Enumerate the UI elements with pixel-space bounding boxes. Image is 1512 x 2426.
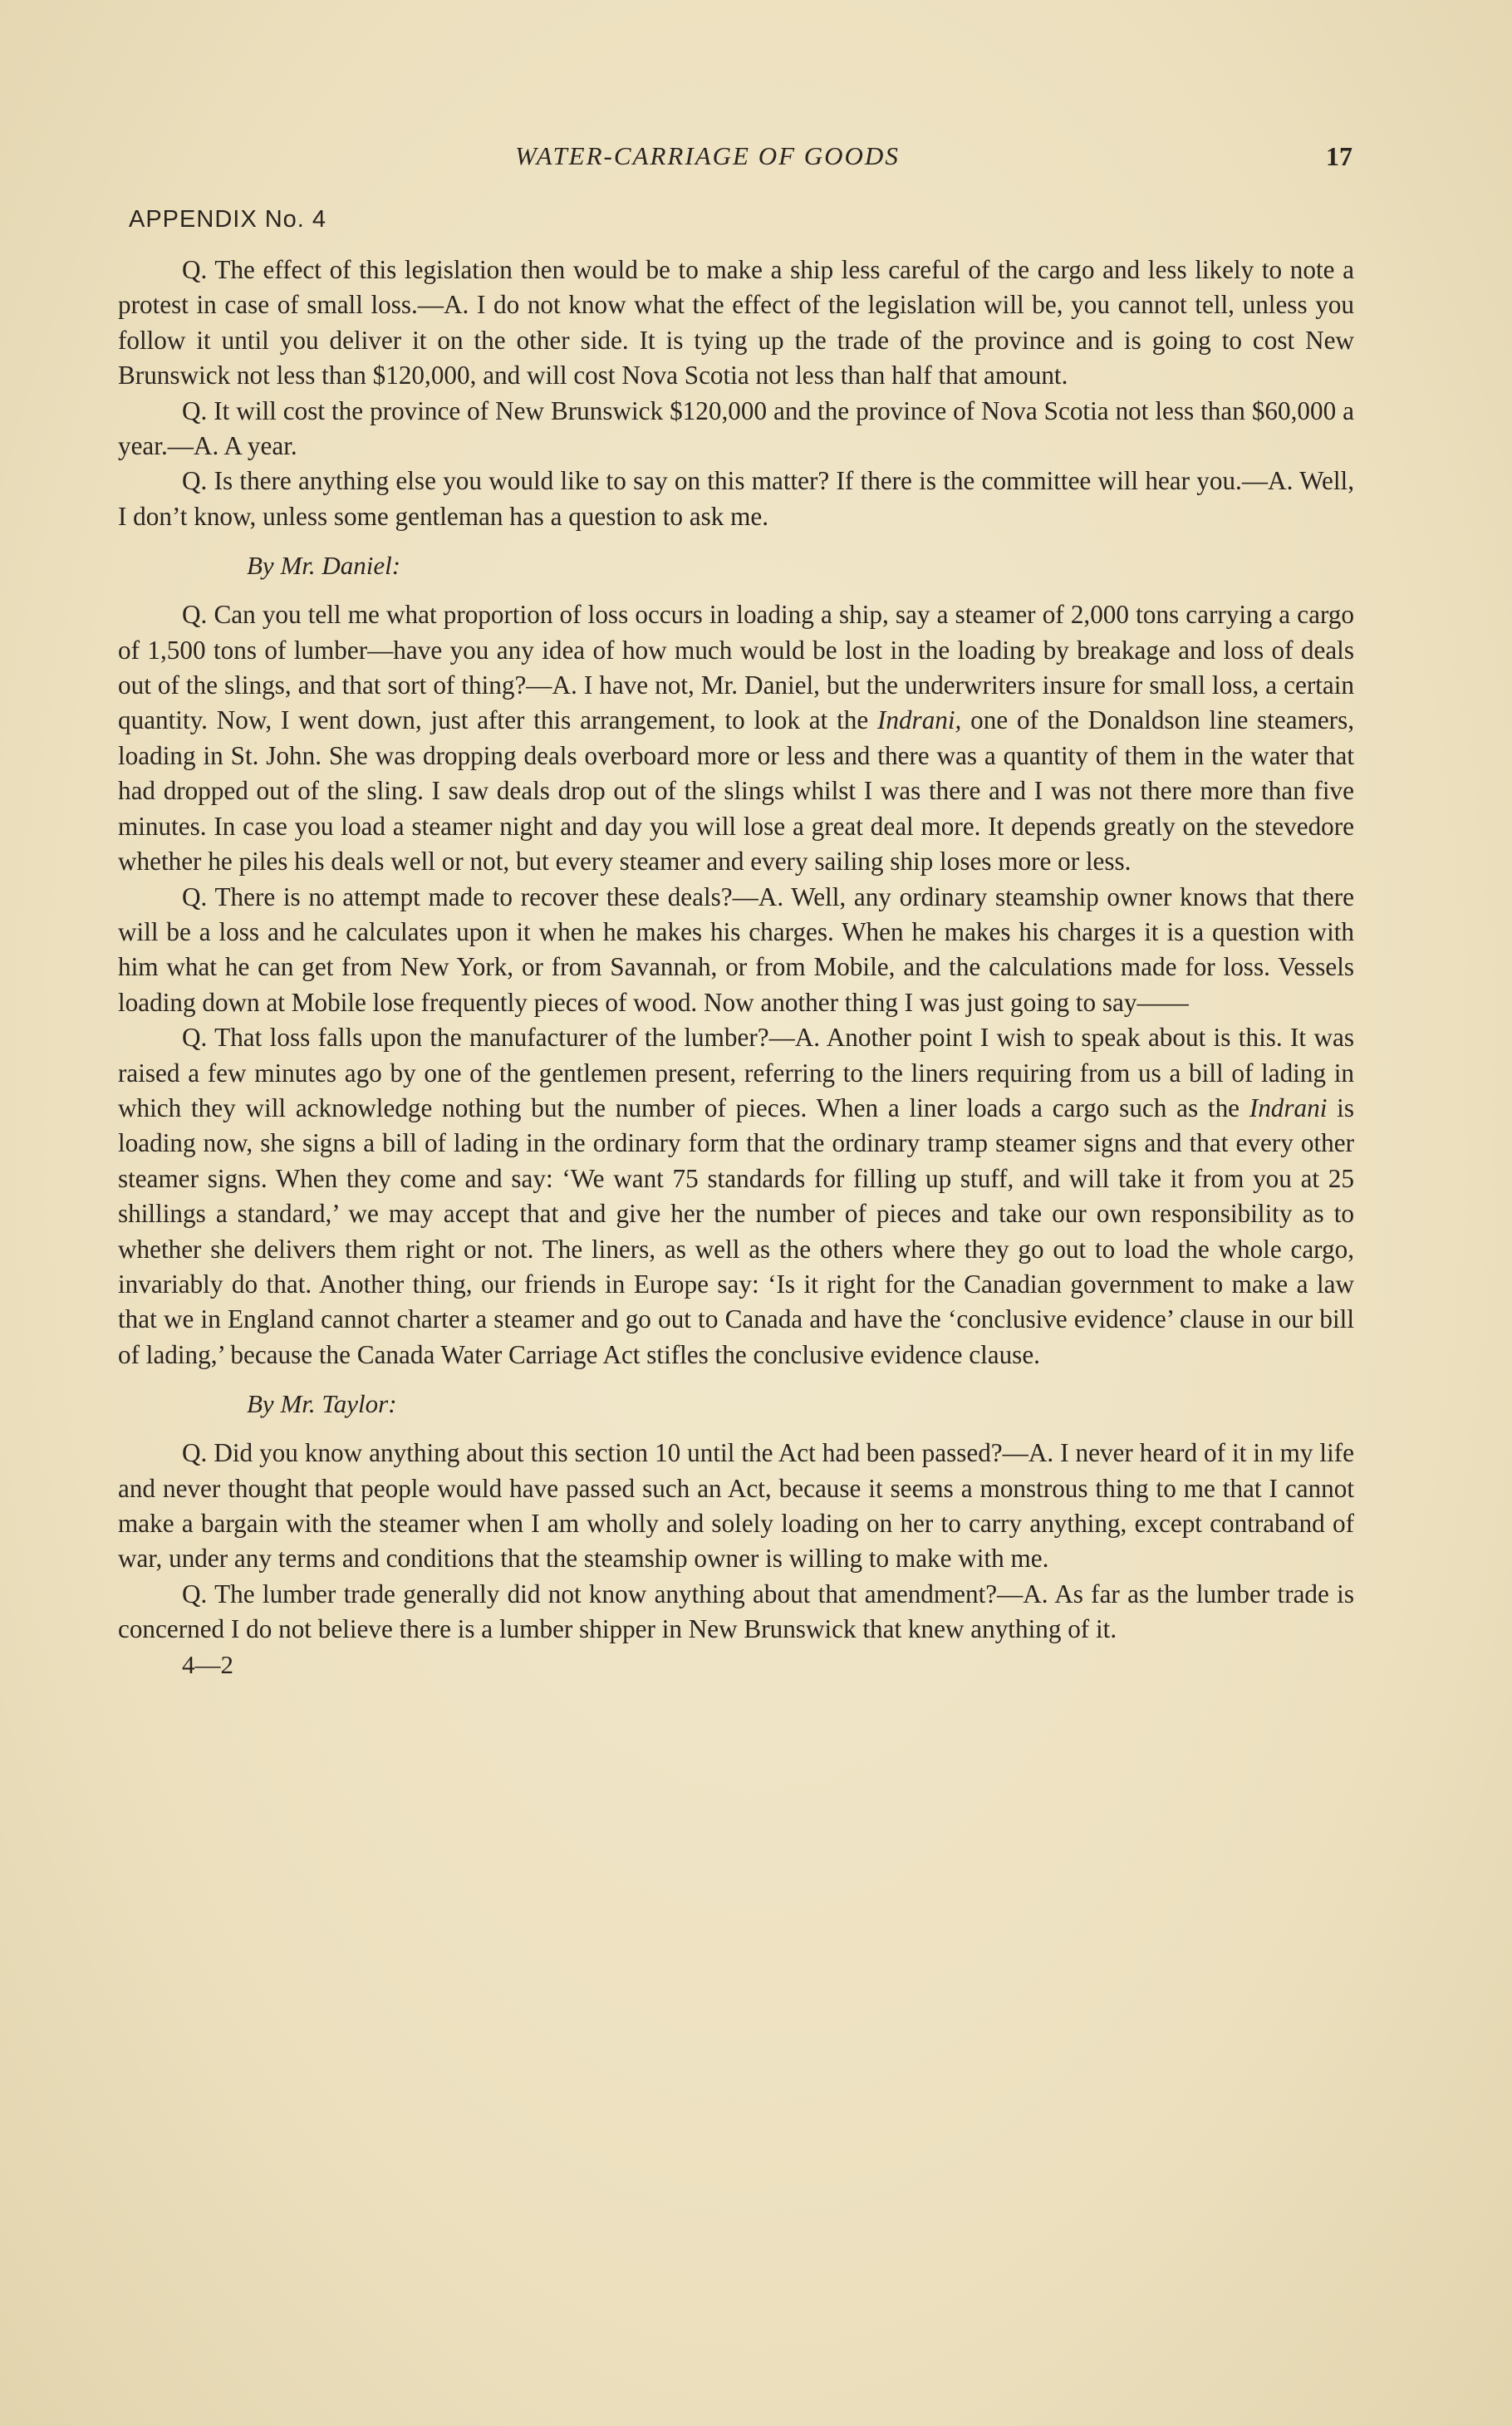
paragraph-6-part-b: is loading now, she signs a bill of lading in the ordinary form that the ordinary tramp steamer signs and that every other steamer signs. When they come and say: ‘We want 75 standards for filling up stuff, and will take it from you at 25 shillings a standard,’ we may accept that and give her the number of pieces and take our own responsibility as to whether she delivers them right or not. The liners, as well as the others where they go out to load the whole cargo, invariably do that. Another thing, our friends in Europe say: ‘Is it right for the Canadian government to make a law that we in England cannot charter a steamer and go out to Canada and have the ‘conclusive evidence’ clause in our bill of lading,’ because the Canada Water Carriage Act stifles the conclusive evidence clause. — [118, 1093, 1354, 1369]
body-text — [118, 253, 1354, 1682]
ship-name-italic: Indrani — [1249, 1093, 1328, 1122]
appendix-label: APPENDIX No. 4 — [129, 206, 327, 233]
paragraph-3: Q. Is there anything else you would like to say on this matter? If there is the committee will hear you.—A. Well, I don’t know, unless some gentleman has a question to ask me. — [118, 466, 1354, 531]
paragraph-4-part-b: one of the Donaldson line steamers, loading in St. John. She was dropping deals overboard more or less and there was a quantity of them in the water that had dropped out of the sling. I saw deals drop out of the slings whilst I was there and I was not there more than five minutes. In case you load a steamer night and day you will lose a great deal more. It depends greatly on the stevedore whether he piles his deals well or not, but every steamer and every sailing ship loses more or less. — [118, 705, 1355, 877]
paragraph-8: Q. The lumber trade generally did not know anything about that amendment?—A. As far as the lumber trade is concerned I do not believe there is a lumber shipper in New Brunswick that knew anything of it. — [118, 1579, 1354, 1644]
paragraph-6-part-a: Q. That loss falls upon the manufacturer of the lumber?—A. Another point I wish to speak about is this. It was raised a few minutes ago by one of the gentlemen present, referring to the liners requiring from us a bill of lading in which they will acknowledge nothing but the number of pieces. When a liner loads a cargo such as the — [118, 1023, 1354, 1122]
running-title: WATER-CARRIAGE OF GOODS — [515, 141, 900, 170]
speaker-heading-taylor: By Mr. Taylor: — [247, 1389, 397, 1419]
paragraph-4 — [118, 597, 1354, 879]
paragraph-1: Q. The effect of this legislation then would be to make a ship less careful of the cargo and less likely to note a protest in case of small loss.—A. I do not know what the effect of the legislation will be, you cannot tell, unless you follow it until you deliver it on the other side. It is tying up the trade of the province and is going to cost New Brunswick not less than $120,000, and will cost Nova Scotia not less than half that amount. — [118, 255, 1354, 390]
page-number: 17 — [1326, 141, 1352, 171]
paragraph-2: Q. It will cost the province of New Brunswick $120,000 and the province of Nova Scotia not less than $60,000 a year.—A. A year. — [118, 395, 1354, 461]
paragraph-7: Q. Did you know anything about this section 10 until the Act had been passed?—A. I never heard of it in my life and never thought that people would have passed such an Act, because it seems a monstrous thing to me that I cannot make a bargain with the steamer when I am wholly and solely loading on her to carry anything, except contraband of war, under any terms and conditions that the steamship owner is willing to make with me. — [118, 1438, 1354, 1574]
signature-mark: 4—2 — [182, 1649, 233, 1679]
paragraph-5: Q. There is no attempt made to recover these deals?—A. Well, any ordinary steamship owner knows that there will be a loss and he calculates upon it when he makes his charges. When he makes his charges it is a question with him what he can get from New York, or from Savannah, or from Mobile, and the calculations made for loss. Vessels loading down at Mobile lose frequently pieces of wood. Now another thing I was just going to say—— — [118, 882, 1354, 1017]
ship-name-italic: Indrani, — [876, 705, 962, 735]
paragraph-4-part-a: Q. Can you tell me what proportion of loss occurs in loading a ship, say a steamer of 2,000 tons carrying a cargo of 1,500 tons of lumber—have you any idea of how much would be lost in the loading by breakage and loss of deals out of the slings, and that sort of thing?—A. I have not, Mr. Daniel, but the underwriters insure for small loss, a certain quantity. Now, I went down, just after this arrangement, to look at the — [118, 600, 1354, 735]
page-header — [0, 141, 1512, 178]
speaker-heading-daniel: By Mr. Daniel: — [247, 551, 401, 581]
paragraph-6 — [118, 1020, 1354, 1373]
